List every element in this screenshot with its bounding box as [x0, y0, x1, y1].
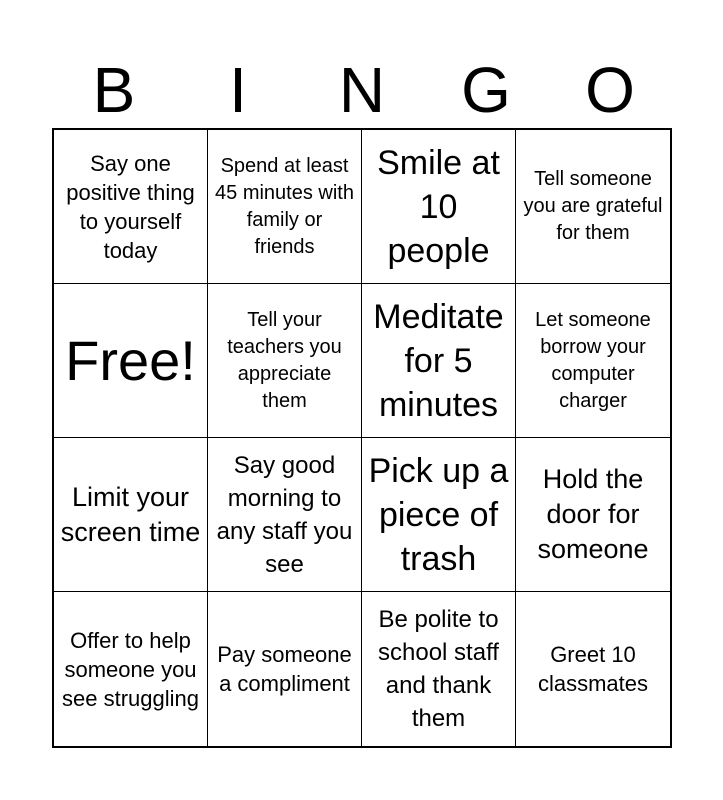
cell-text: Smile at 10 people	[377, 143, 500, 270]
bingo-cell[interactable]	[362, 130, 516, 284]
cell-text: Pick up a piece of trash	[368, 451, 509, 578]
bingo-cell[interactable]	[516, 284, 670, 438]
cell-text: Free!	[65, 328, 196, 392]
cell-text: Offer to help someone you see struggling	[62, 627, 199, 711]
bingo-cell[interactable]	[54, 130, 208, 284]
cell-text: Say good morning to any staff you see	[216, 451, 353, 578]
cell-text: Spend at least 45 minutes with family or friends	[215, 154, 354, 258]
cell-text: Pay someone a compliment	[217, 642, 352, 696]
bingo-cell[interactable]	[208, 592, 362, 746]
bingo-cell[interactable]	[362, 284, 516, 438]
cell-text: Let someone borrow your computer charger	[535, 308, 651, 412]
bingo-cell[interactable]	[208, 438, 362, 592]
cell-text: Limit your screen time	[60, 481, 201, 547]
header-letter-i: I	[229, 54, 247, 126]
bingo-cell[interactable]	[54, 438, 208, 592]
bingo-cell[interactable]	[516, 438, 670, 592]
cell-text: Say one positive thing to yourself today	[66, 150, 195, 263]
header-letter-b: B	[92, 54, 136, 126]
bingo-cell[interactable]	[208, 284, 362, 438]
cell-text: Be polite to school staff and thank them	[378, 606, 499, 732]
bingo-cell[interactable]	[516, 130, 670, 284]
bingo-board	[52, 128, 672, 748]
header-letter-n: N	[338, 54, 386, 126]
header-letter-o: O	[585, 54, 635, 126]
cell-text: Meditate for 5 minutes	[373, 297, 504, 424]
bingo-cell[interactable]	[516, 592, 670, 746]
bingo-cell[interactable]	[54, 592, 208, 746]
cell-text: Tell someone you are grateful for them	[523, 168, 663, 244]
cell-text: Tell your teachers you appreciate them	[227, 308, 342, 412]
bingo-cell-free[interactable]	[54, 284, 208, 438]
bingo-header	[52, 52, 672, 128]
cell-text: Hold the door for someone	[537, 464, 649, 564]
header-letter-g: G	[461, 54, 511, 126]
bingo-cell[interactable]	[362, 592, 516, 746]
cell-text: Greet 10 classmates	[537, 642, 649, 696]
bingo-cell[interactable]	[362, 438, 516, 592]
bingo-cell[interactable]	[208, 130, 362, 284]
